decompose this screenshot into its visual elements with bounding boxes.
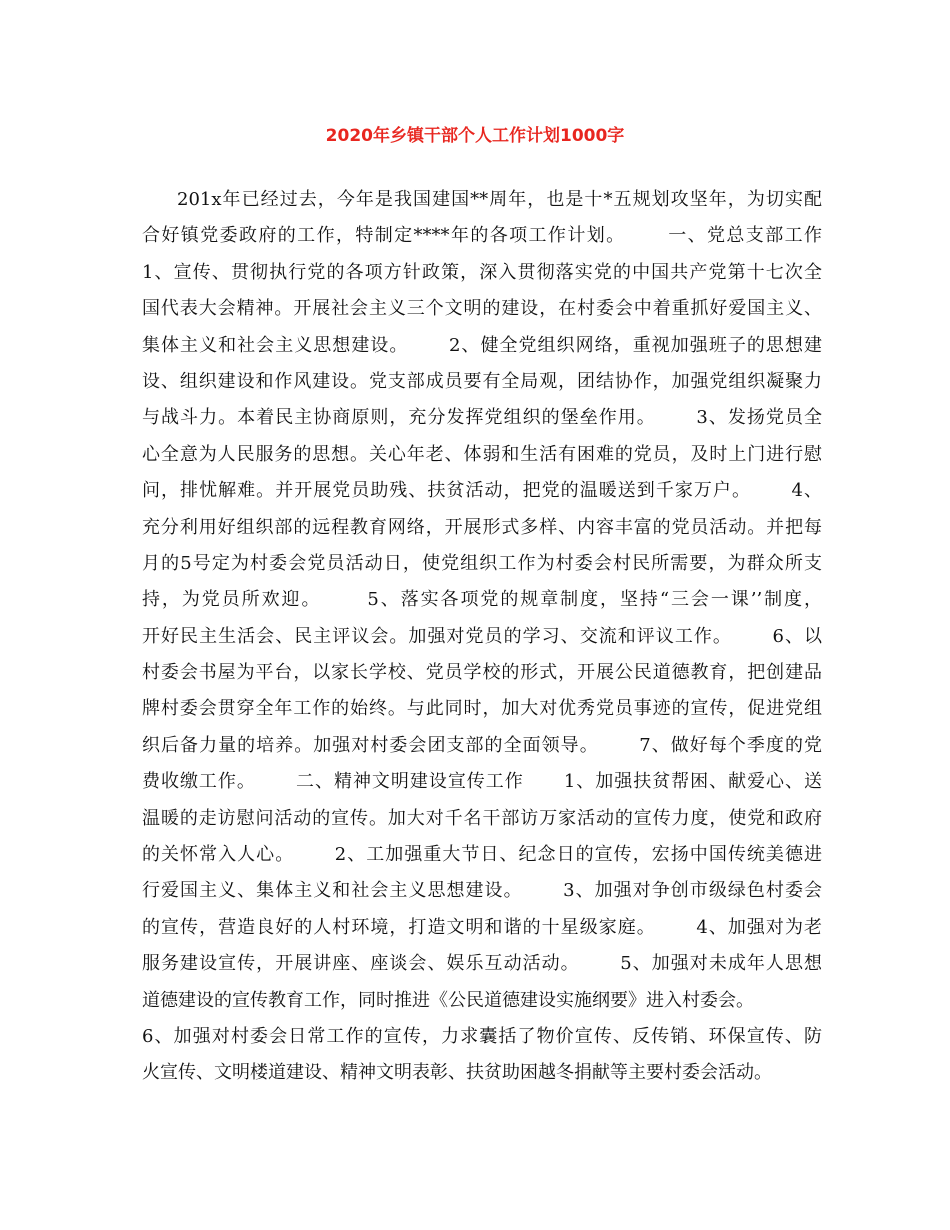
document-title: 2020年乡镇干部个人工作计划1000字: [325, 126, 625, 146]
body-line: 织后备力量的培养。加强对村委会团支部的全面领导。 7、做好每个季度的党: [142, 734, 822, 756]
body-line: 道德建设的宣传教育工作，同时推进《公民道德建设实施纲要》进入村委会。: [142, 989, 754, 1011]
body-line: 牌村委会贯穿全年工作的始终。与此同时，加大对优秀党员事迹的宣传，促进党组: [142, 698, 822, 720]
body-line: 1、宣传、贯彻执行党的各项方针政策，深入贯彻落实党的中国共产党第十七次全: [142, 261, 822, 283]
body-line: 与战斗力。本着民主协商原则，充分发挥党组织的堡垒作用。 3、发扬党员全: [142, 407, 822, 429]
body-line: 持，为党员所欢迎。 5、落实各项党的规章制度，坚持“三会一课’’制度，: [142, 589, 822, 611]
body-line: 温暖的走访慰问活动的宣传。加大对千名干部访万家活动的宣传力度，使党和政府: [142, 807, 822, 829]
body-line: 的关怀常入人心。 2、工加强重大节日、纪念日的宣传，宏扬中国传统美德进: [142, 844, 822, 866]
body-line: 月的5号定为村委会党员活动日，使党组织工作为村委会村民所需要，为群众所支: [142, 552, 822, 574]
body-line: 服务建设宣传，开展讲座、座谈会、娱乐互动活动。 5、加强对未成年人思想: [142, 953, 822, 975]
body-line: 6、加强对村委会日常工作的宣传，力求囊括了物价宣传、反传销、环保宣传、防: [142, 1025, 822, 1047]
body-line: 村委会书屋为平台，以家长学校、党员学校的形式，开展公民道德教育，把创建品: [142, 662, 822, 684]
body-line: 充分利用好组织部的远程教育网络，开展形式多样、内容丰富的党员活动。并把每: [142, 516, 822, 538]
document-body: [142, 182, 822, 1092]
body-line: 集体主义和社会主义思想建设。 2、健全党组织网络，重视加强班子的思想建: [142, 334, 822, 356]
body-line: 心全意为人民服务的思想。关心年老、体弱和生活有困难的党员，及时上门进行慰: [142, 443, 822, 465]
body-line: 行爱国主义、集体主义和社会主义思想建设。 3、加强对争创市级绿色村委会: [142, 880, 822, 902]
body-line: 合好镇党委政府的工作，特制定****年的各项工作计划。 一、党总支部工作: [142, 225, 822, 247]
body-line: 问，排忧解难。并开展党员助残、扶贫活动，把党的温暖送到千家万户。 4、: [142, 480, 822, 502]
body-line: 设、组织建设和作风建设。党支部成员要有全局观，团结协作，加强党组织凝聚力: [142, 370, 822, 392]
body-line: 201x年已经过去，今年是我国建国**周年，也是十*五规划攻坚年，为切实配: [177, 189, 822, 210]
body-line: 火宣传、文明楼道建设、精神文明表彰、扶贫助困越冬捐献等主要村委会活动。: [142, 1062, 772, 1084]
body-line: 费收缴工作。 二、精神文明建设宣传工作 1、加强扶贫帮困、献爱心、送: [142, 771, 822, 793]
body-line: 的宣传，营造良好的人村环境，打造文明和谐的十星级家庭。 4、加强对为老: [142, 916, 822, 938]
body-line: 开好民主生活会、民主评议会。加强对党员的学习、交流和评议工作。 6、以: [142, 625, 822, 647]
body-line: 国代表大会精神。开展社会主义三个文明的建设，在村委会中着重抓好爱国主义、: [142, 298, 822, 320]
